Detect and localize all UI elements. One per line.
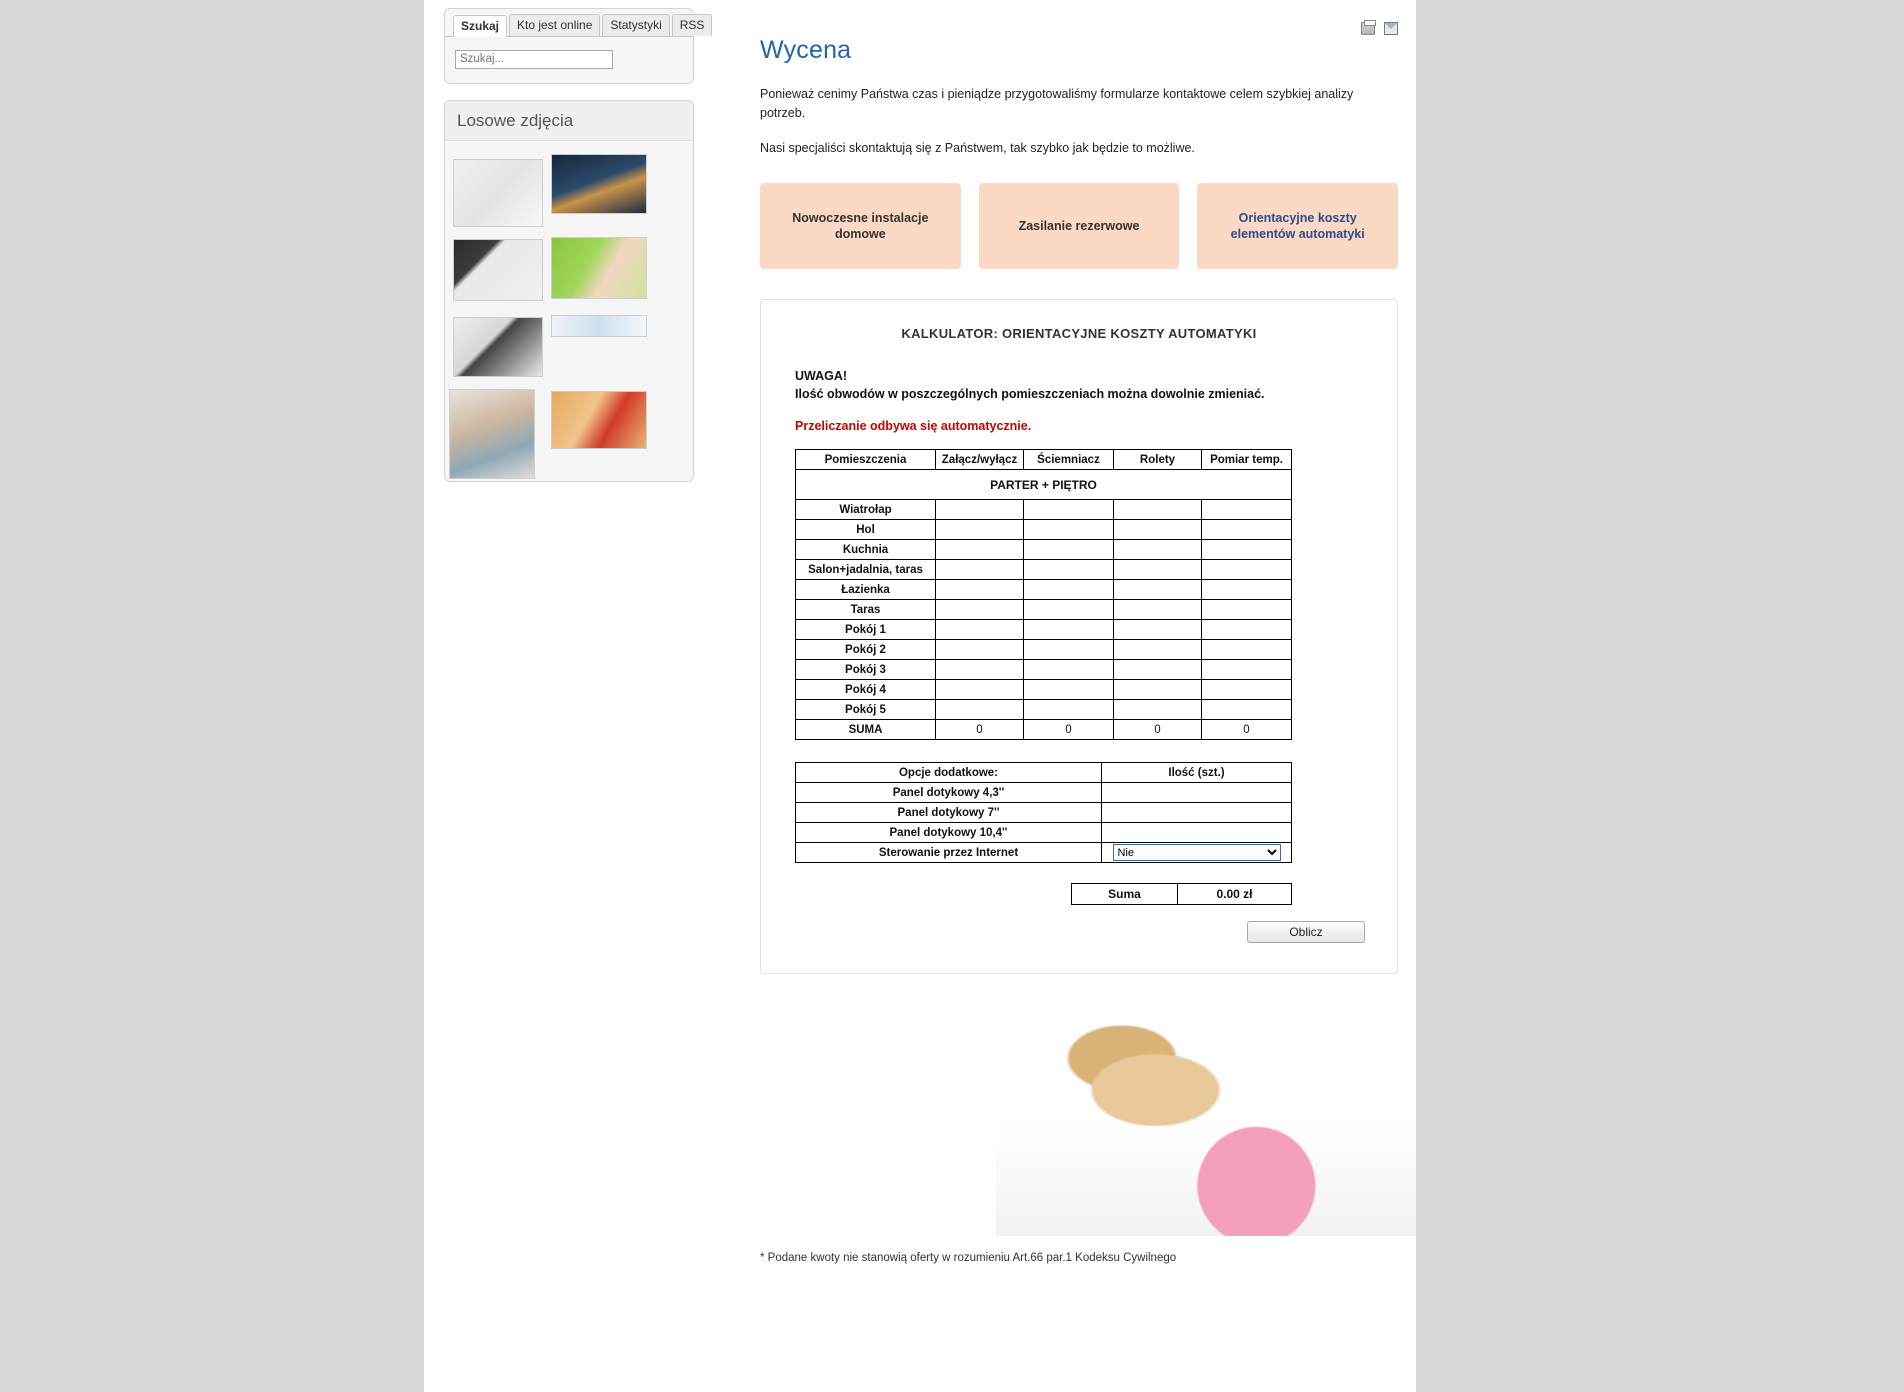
- sidebar: [444, 8, 705, 498]
- row-label: Kuchnia: [796, 540, 936, 560]
- mail-icon[interactable]: [1384, 22, 1398, 35]
- total-sciemniacz: 0: [1024, 720, 1114, 740]
- tab-kto-jest-online[interactable]: [509, 14, 600, 36]
- card-label: Orientacyjne koszty elementów automatyki: [1230, 211, 1365, 241]
- cell-sciemniacz[interactable]: [1024, 640, 1114, 660]
- cell-pomiar[interactable]: [1202, 540, 1292, 560]
- cell-pomiar[interactable]: [1202, 500, 1292, 520]
- summary-value: 0.00 zł: [1178, 884, 1292, 905]
- options-table: [795, 762, 1292, 863]
- photo-image: [552, 155, 646, 213]
- cell-rolety[interactable]: [1114, 640, 1202, 660]
- table-section-row: [796, 470, 1292, 500]
- total-rolety: 0: [1114, 720, 1202, 740]
- row-label: Łazienka: [796, 580, 936, 600]
- table-row: [796, 620, 1292, 640]
- sidebar-tabs: [445, 9, 705, 37]
- page-tools: [1361, 22, 1398, 35]
- cell-sciemniacz[interactable]: [1024, 560, 1114, 580]
- cell-pomiar[interactable]: [1202, 660, 1292, 680]
- cell-zalacz[interactable]: [936, 660, 1024, 680]
- card-label: Nowoczesne instalacje domowe: [792, 211, 929, 241]
- row-label: Pokój 3: [796, 660, 936, 680]
- col-ilosc: Ilość (szt.): [1102, 763, 1292, 783]
- option-label: Panel dotykowy 4,3'': [796, 783, 1102, 803]
- search-input[interactable]: [455, 50, 613, 69]
- page-title: Wycena: [760, 36, 852, 64]
- row-label: Salon+jadalnia, taras: [796, 560, 936, 580]
- col-opcje-dodatkowe: Opcje dodatkowe:: [796, 763, 1102, 783]
- table-row: [796, 560, 1292, 580]
- cell-zalacz[interactable]: [936, 700, 1024, 720]
- options-row: [796, 803, 1292, 823]
- cell-rolety[interactable]: [1114, 580, 1202, 600]
- cell-pomiar[interactable]: [1202, 640, 1292, 660]
- cell-zalacz[interactable]: [936, 680, 1024, 700]
- cell-sciemniacz[interactable]: [1024, 700, 1114, 720]
- summary-row: [1072, 884, 1292, 905]
- summary-table: [1071, 883, 1292, 905]
- photo-image: [552, 238, 646, 298]
- cell-pomiar[interactable]: [1202, 700, 1292, 720]
- tab-szukaj-label: Szukaj: [461, 19, 500, 33]
- row-label: Pokój 1: [796, 620, 936, 640]
- cell-zalacz[interactable]: [936, 560, 1024, 580]
- option-quantity[interactable]: [1102, 783, 1292, 803]
- cell-sciemniacz[interactable]: [1024, 500, 1114, 520]
- options-row: [796, 823, 1292, 843]
- row-label: Hol: [796, 520, 936, 540]
- rooms-table: [795, 449, 1292, 740]
- photo-image: [454, 160, 542, 226]
- tab-rss[interactable]: [672, 14, 713, 36]
- internet-control-label: Sterowanie przez Internet: [796, 843, 1102, 863]
- table-row: [796, 660, 1292, 680]
- cell-sciemniacz[interactable]: [1024, 600, 1114, 620]
- woman-with-piggybank-image: [996, 1008, 1416, 1236]
- hero-banner: [742, 1008, 1416, 1236]
- cell-sciemniacz[interactable]: [1024, 660, 1114, 680]
- notice-text: Ilość obwodów w poszczególnych pomieszczeniach można dowolnie zmieniać.: [795, 387, 1265, 401]
- card-nowoczesne-instalacje[interactable]: [760, 183, 961, 269]
- cell-zalacz[interactable]: [936, 540, 1024, 560]
- cell-zalacz[interactable]: [936, 640, 1024, 660]
- gallery-thumb[interactable]: [453, 317, 543, 377]
- col-pomiar-temp: Pomiar temp.: [1202, 450, 1292, 470]
- option-label: Panel dotykowy 7'': [796, 803, 1102, 823]
- total-label: SUMA: [796, 720, 936, 740]
- cell-rolety[interactable]: [1114, 600, 1202, 620]
- table-total-row: [796, 720, 1292, 740]
- cell-sciemniacz[interactable]: [1024, 540, 1114, 560]
- cell-sciemniacz[interactable]: [1024, 580, 1114, 600]
- search-panel: [444, 8, 705, 84]
- option-label: Panel dotykowy 10,4'': [796, 823, 1102, 843]
- oblicz-button[interactable]: Oblicz: [1247, 921, 1365, 943]
- cell-zalacz[interactable]: [936, 580, 1024, 600]
- cell-pomiar[interactable]: [1202, 620, 1292, 640]
- card-label: Zasilanie rezerwowe: [1018, 219, 1140, 233]
- cell-rolety[interactable]: [1114, 520, 1202, 540]
- card-zasilanie-rezerwowe[interactable]: [979, 183, 1180, 269]
- notice-heading: UWAGA!: [795, 369, 848, 383]
- main-content: [742, 0, 1416, 1282]
- cell-sciemniacz[interactable]: [1024, 520, 1114, 540]
- option-quantity[interactable]: [1102, 803, 1292, 823]
- options-header-row: [796, 763, 1292, 783]
- cell-rolety[interactable]: [1114, 680, 1202, 700]
- cell-rolety[interactable]: [1114, 500, 1202, 520]
- options-row: [796, 783, 1292, 803]
- cell-rolety[interactable]: [1114, 700, 1202, 720]
- random-photos-title: Losowe zdjęcia: [445, 101, 693, 141]
- cell-zalacz[interactable]: [936, 520, 1024, 540]
- random-photos-panel: [444, 100, 694, 482]
- table-row: [796, 700, 1292, 720]
- col-zalacz-wylacz: Załącz/wyłącz: [936, 450, 1024, 470]
- row-label: Pokój 2: [796, 640, 936, 660]
- intro-paragraph-2: Nasi specjaliści skontaktują się z Państwem, tak szybko jak będzie to możliwe.: [760, 141, 1195, 155]
- tab-szukaj[interactable]: [453, 15, 507, 37]
- gallery-thumb[interactable]: [551, 154, 647, 214]
- total-pomiar: 0: [1202, 720, 1292, 740]
- col-pomieszczenia: Pomieszczenia: [796, 450, 936, 470]
- total-zalacz: 0: [936, 720, 1024, 740]
- options-row: [796, 843, 1292, 863]
- cell-zalacz[interactable]: [936, 500, 1024, 520]
- table-row: [796, 580, 1292, 600]
- cell-zalacz[interactable]: [936, 620, 1024, 640]
- col-sciemniacz: Ściemniacz: [1024, 450, 1114, 470]
- intro-paragraph-1: Ponieważ cenimy Państwa czas i pieniądze przygotowaliśmy formularze kontaktowe celem szybkiej analizy potrzeb.: [760, 87, 1354, 120]
- category-cards: [742, 174, 1416, 269]
- gallery-thumb[interactable]: [453, 239, 543, 301]
- row-label: Taras: [796, 600, 936, 620]
- photo-image: [454, 240, 542, 300]
- summary-label: Suma: [1072, 884, 1178, 905]
- cell-rolety[interactable]: [1114, 560, 1202, 580]
- calculator-title: KALKULATOR: ORIENTACYJNE KOSZTY AUTOMATYKI: [901, 326, 1257, 341]
- section-label: PARTER + PIĘTRO: [796, 470, 1292, 500]
- cell-rolety[interactable]: [1114, 620, 1202, 640]
- table-row: [796, 540, 1292, 560]
- table-row: [796, 600, 1292, 620]
- photo-image: [454, 318, 542, 376]
- notice-auto-calc: Przeliczanie odbywa się automatycznie.: [795, 419, 1032, 433]
- cell-rolety[interactable]: [1114, 660, 1202, 680]
- photo-image: [552, 316, 646, 336]
- table-row: [796, 680, 1292, 700]
- table-row: [796, 500, 1292, 520]
- tab-statystyki[interactable]: [602, 14, 669, 36]
- gallery-thumb[interactable]: [551, 237, 647, 299]
- tab-rss-label: RSS: [679, 18, 705, 32]
- internet-control-select[interactable]: [1113, 844, 1281, 861]
- gallery-thumb[interactable]: [551, 315, 647, 337]
- cell-rolety[interactable]: [1114, 540, 1202, 560]
- cell-pomiar[interactable]: [1202, 560, 1292, 580]
- col-rolety: Rolety: [1114, 450, 1202, 470]
- cell-pomiar[interactable]: [1202, 520, 1292, 540]
- photo-image: [552, 392, 646, 448]
- option-quantity[interactable]: [1102, 823, 1292, 843]
- print-icon[interactable]: [1361, 22, 1375, 35]
- table-header-row: [796, 450, 1292, 470]
- row-label: Pokój 5: [796, 700, 936, 720]
- photo-image: [450, 390, 534, 478]
- tab-kto-jest-online-label: Kto jest online: [517, 18, 593, 32]
- cell-pomiar[interactable]: [1202, 680, 1292, 700]
- calculator-box: [760, 299, 1398, 974]
- cell-pomiar[interactable]: [1202, 600, 1292, 620]
- photo-gallery: [445, 141, 693, 481]
- table-row: [796, 640, 1292, 660]
- cell-pomiar[interactable]: [1202, 580, 1292, 600]
- cell-zalacz[interactable]: [936, 600, 1024, 620]
- cell-sciemniacz[interactable]: [1024, 680, 1114, 700]
- calc-button-row: [779, 921, 1379, 943]
- tab-statystyki-label: Statystyki: [610, 18, 662, 32]
- internet-control-cell: [1102, 843, 1292, 863]
- row-label: Pokój 4: [796, 680, 936, 700]
- search-wrap: [445, 37, 693, 83]
- table-row: [796, 520, 1292, 540]
- gallery-thumb[interactable]: [449, 389, 535, 479]
- row-label: Wiatrołap: [796, 500, 936, 520]
- gallery-thumb[interactable]: [453, 159, 543, 227]
- cell-sciemniacz[interactable]: [1024, 620, 1114, 640]
- footnote: * Podane kwoty nie stanowią oferty w rozumieniu Art.66 par.1 Kodeksu Cywilnego: [760, 1252, 1177, 1264]
- card-orientacyjne-koszty[interactable]: [1197, 183, 1398, 269]
- gallery-thumb[interactable]: [551, 391, 647, 449]
